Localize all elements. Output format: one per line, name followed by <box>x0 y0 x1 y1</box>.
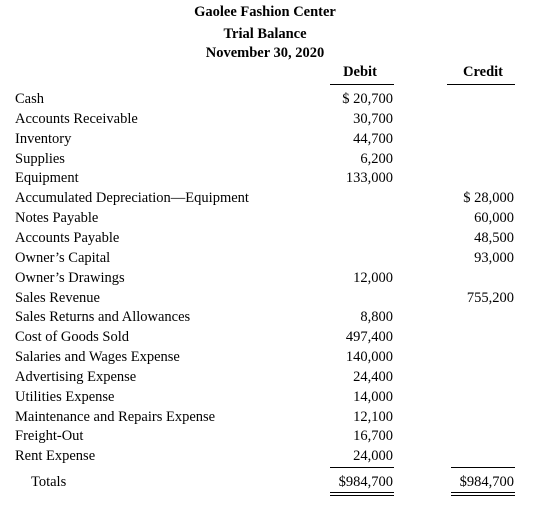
account-row <box>0 210 540 230</box>
account-name: Equipment <box>15 170 79 187</box>
debit-amount: $ 20,700 <box>342 91 393 107</box>
account-row <box>0 389 540 409</box>
debit-amount: 16,700 <box>353 428 393 445</box>
account-name: Owner’s Drawings <box>15 269 125 286</box>
account-row <box>0 91 540 111</box>
debit-amount: 24,400 <box>353 368 393 385</box>
account-row <box>0 151 540 171</box>
account-row <box>0 329 540 349</box>
debit-amount: 140,000 <box>345 349 393 366</box>
credit-amount: 93,000 <box>474 249 514 266</box>
account-row <box>0 428 540 448</box>
account-name: Utilities Expense <box>15 388 115 405</box>
account-row <box>0 250 540 270</box>
credit-double-rule-bottom <box>451 495 515 496</box>
account-row <box>0 290 540 310</box>
account-row <box>0 349 540 369</box>
debit-double-rule-top <box>330 492 394 493</box>
credit-total-rule <box>451 467 515 468</box>
totals-label: Totals <box>31 474 67 490</box>
account-row <box>0 230 540 250</box>
debit-amount: 497,400 <box>345 329 393 346</box>
account-name: Accounts Receivable <box>15 110 138 127</box>
account-name: Notes Payable <box>15 210 99 227</box>
account-row <box>0 369 540 389</box>
account-row <box>0 409 540 429</box>
credit-amount: 48,500 <box>474 229 514 246</box>
debit-total-rule <box>330 467 394 468</box>
debit-amount: 12,000 <box>353 269 393 286</box>
debit-amount: 44,700 <box>353 130 393 147</box>
account-row <box>0 190 540 210</box>
account-name: Salaries and Wages Expense <box>15 349 180 366</box>
debit-amount: 133,000 <box>345 170 393 187</box>
debit-amount: 8,800 <box>360 309 393 326</box>
account-row <box>0 270 540 290</box>
report-title: Trial Balance <box>223 26 307 42</box>
account-name: Rent Expense <box>15 448 96 465</box>
debit-header-rule <box>330 84 394 85</box>
debit-column-header: Debit <box>343 64 377 80</box>
credit-header-rule <box>447 84 515 85</box>
account-name: Cash <box>15 91 44 107</box>
debit-amount: 24,000 <box>353 448 393 465</box>
account-name: Accounts Payable <box>15 229 120 246</box>
account-name: Freight-Out <box>15 428 84 445</box>
account-name: Sales Revenue <box>15 289 100 306</box>
totals-debit: $984,700 <box>338 474 393 490</box>
credit-amount: 755,200 <box>466 289 514 306</box>
account-name: Maintenance and Repairs Expense <box>15 408 216 425</box>
account-row <box>0 111 540 131</box>
debit-amount: 30,700 <box>353 110 393 127</box>
report-date: November 30, 2020 <box>205 45 325 61</box>
debit-amount: 12,100 <box>353 408 393 425</box>
credit-double-rule-top <box>451 492 515 493</box>
account-row <box>0 448 540 468</box>
totals-row <box>0 474 540 494</box>
account-name: Owner’s Capital <box>15 249 111 266</box>
account-name: Supplies <box>15 150 65 167</box>
account-row <box>0 309 540 329</box>
account-name: Accumulated Depreciation—Equipment <box>15 190 249 207</box>
account-name: Inventory <box>15 130 72 147</box>
account-name: Cost of Goods Sold <box>15 329 130 346</box>
account-name: Advertising Expense <box>15 368 137 385</box>
credit-amount: 60,000 <box>474 210 514 227</box>
debit-amount: 14,000 <box>353 388 393 405</box>
account-name: Sales Returns and Allowances <box>15 309 191 326</box>
debit-double-rule-bottom <box>330 495 394 496</box>
credit-column-header: Credit <box>462 64 503 80</box>
account-row <box>0 170 540 190</box>
totals-credit: $984,700 <box>459 474 514 490</box>
company-name: Gaolee Fashion Center <box>194 4 336 20</box>
account-row <box>0 131 540 151</box>
debit-amount: 6,200 <box>360 150 393 167</box>
credit-amount: $ 28,000 <box>463 190 514 207</box>
